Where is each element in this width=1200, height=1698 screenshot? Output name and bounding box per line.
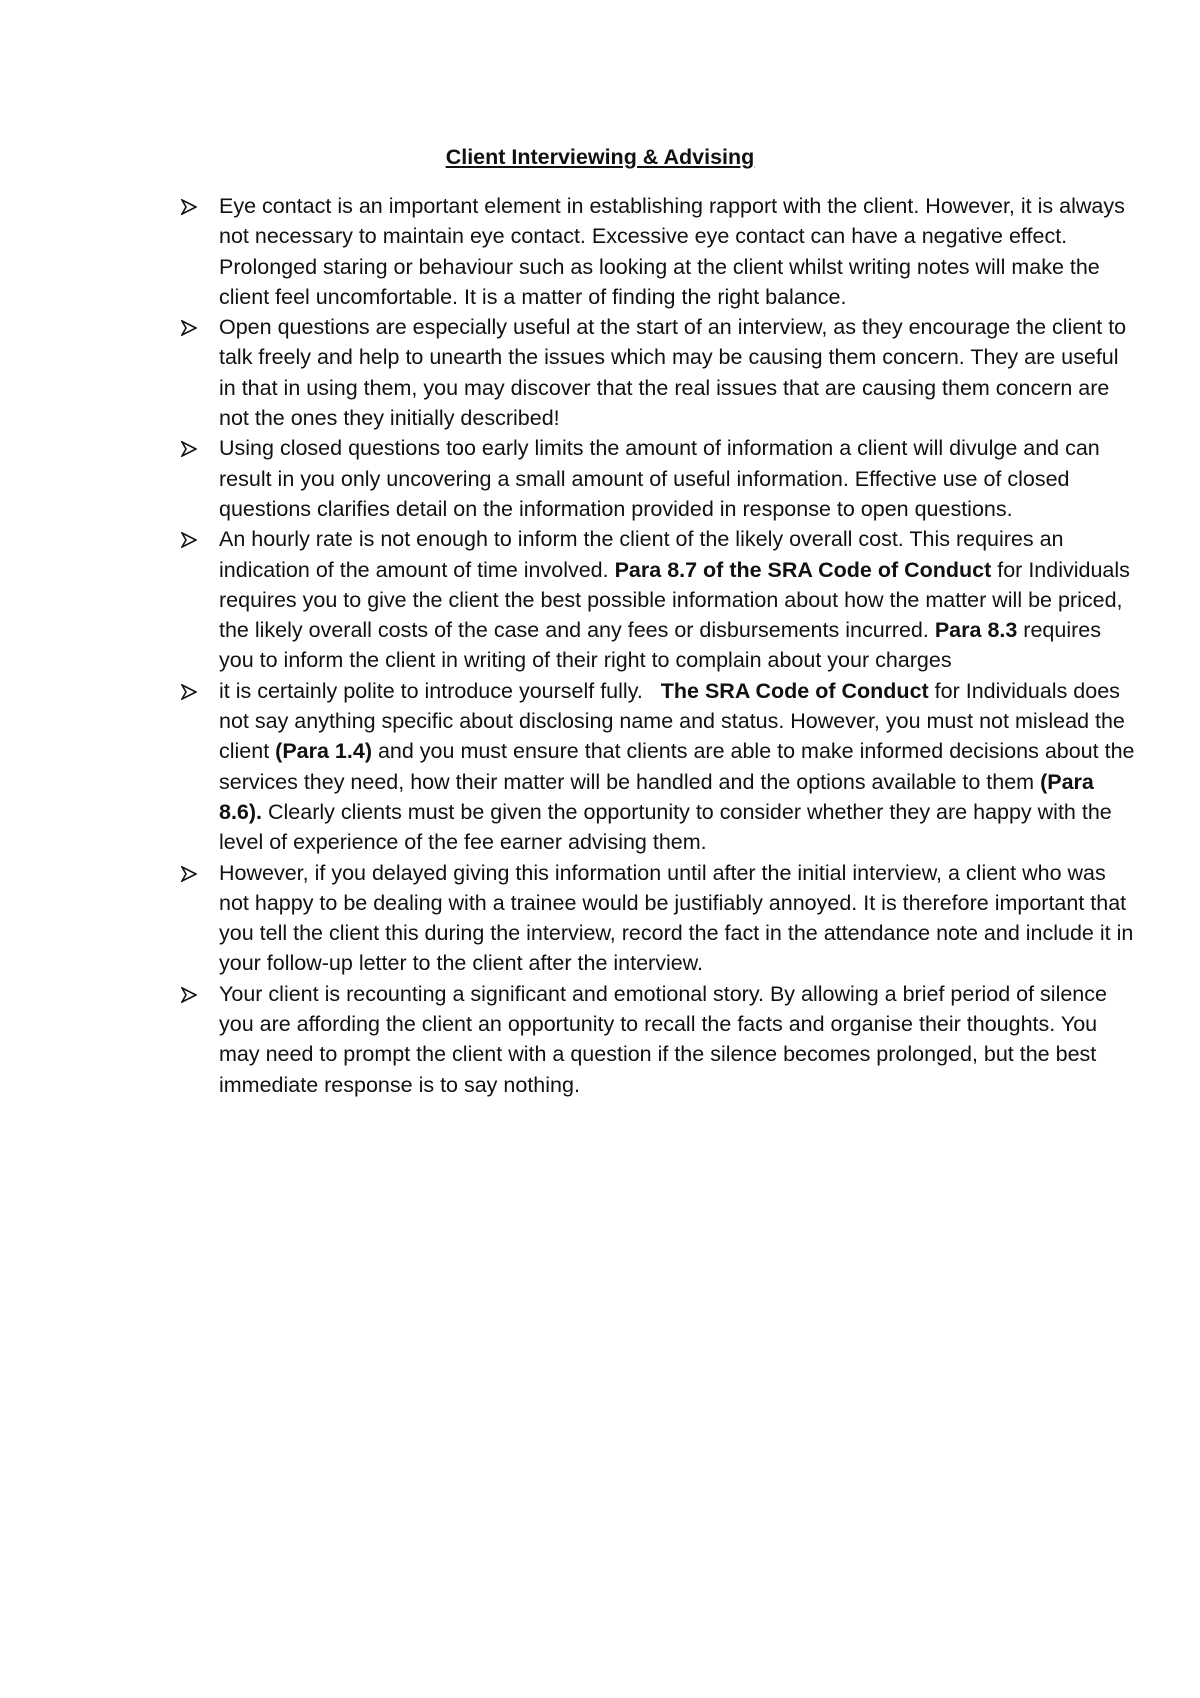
arrowhead-bullet-icon (181, 320, 197, 336)
bullet-text-segment: for Individuals does not say anything specific about disclosing name and status. However, you must not mislead the client (219, 678, 1125, 764)
bullet-text (219, 433, 1141, 524)
bullet-text-bold-segment: Para 8.7 of the SRA Code of Conduct (614, 557, 992, 582)
bullet-text-segment: Clearly clients must be given the opportunity to consider whether they are happy with the level of experience of the fee earner advising them. (219, 799, 1112, 855)
bullet-text-bold-segment: Para 8.3 (934, 618, 1018, 643)
arrowhead-bullet-icon (181, 199, 197, 215)
arrowhead-bullet-icon (181, 684, 197, 700)
list-item (181, 524, 1141, 675)
bullet-text-segment: Using closed questions too early limits the amount of information a client will divulge and can result in you only uncovering a small amount of useful information. Effective use of closed questions clarifies detail on the information provided in response to open questions. (219, 436, 1100, 521)
bullet-text (219, 191, 1141, 312)
arrowhead-bullet-icon (181, 532, 197, 548)
arrowhead-bullet-icon (181, 441, 197, 457)
bullet-text (219, 676, 1141, 858)
bullet-text (219, 979, 1141, 1100)
bullet-text-bold-segment: The SRA Code of Conduct (660, 678, 929, 703)
arrowhead-bullet-icon (181, 987, 197, 1003)
bullet-text (219, 858, 1141, 979)
bullet-text-segment: for Individuals requires you to give the client the best possible information about how the matter will be priced, the likely overall costs of the case and any fees or disbursements incurred. (219, 557, 1130, 643)
list-item (181, 312, 1141, 433)
bullet-text-bold-segment: (Para 1.4) (275, 739, 372, 764)
bullet-text-segment: An hourly rate is not enough to inform the client of the likely overall cost. This requires an indication of the amount of time involved. (219, 527, 1064, 582)
document-title: Client Interviewing & Advising (445, 145, 755, 169)
bullet-list (181, 191, 1141, 1100)
list-item (181, 979, 1141, 1100)
bullet-text-bold-segment: (Para 8.6). (219, 769, 1094, 824)
bullet-text-segment: Eye contact is an important element in establishing rapport with the client. However, it is always not necessary to maintain eye contact. Excessive eye contact can have a negative effect. Prolonged staring or behaviour such as looking at the client whilst writing notes will make the client feel uncomfortable. It is a matter of finding the right balance. (219, 194, 1125, 309)
bullet-text-segment: Open questions are especially useful at the start of an interview, as they encourage the client to talk freely and help to unearth the issues which may be causing them concern. They are useful in that in using them, you may discover that the real issues that are causing them concern are not the ones they initially described! (219, 315, 1127, 431)
arrowhead-bullet-icon (181, 866, 197, 882)
list-item (181, 676, 1141, 858)
bullet-text-segment: it is certainly polite to introduce yourself fully. (219, 678, 661, 703)
list-item (181, 858, 1141, 979)
bullet-text-segment: However, if you delayed giving this information until after the initial interview, a client who was not happy to be dealing with a trainee would be justifiably annoyed. It is therefore important that you tell the client this during the interview, record the fact in the attendance note and include it in your follow-up letter to the client after the interview. (219, 860, 1134, 976)
list-item (181, 191, 1141, 312)
bullet-text (219, 524, 1141, 675)
bullet-text-segment: Your client is recounting a significant and emotional story. By allowing a brief period of silence you are affording the client an opportunity to recall the facts and organise their thoughts. You may need to prompt the client with a question if the silence becomes prolonged, but the best immediate response is to say nothing. (219, 981, 1107, 1097)
bullet-text (219, 312, 1141, 433)
bullet-text-segment: and you must ensure that clients are able to make informed decisions about the services they need, how their matter will be handled and the options available to them (219, 739, 1135, 794)
bullet-text-segment: requires you to inform the client in writing of their right to complain about your charges (219, 618, 1101, 673)
list-item (181, 433, 1141, 524)
